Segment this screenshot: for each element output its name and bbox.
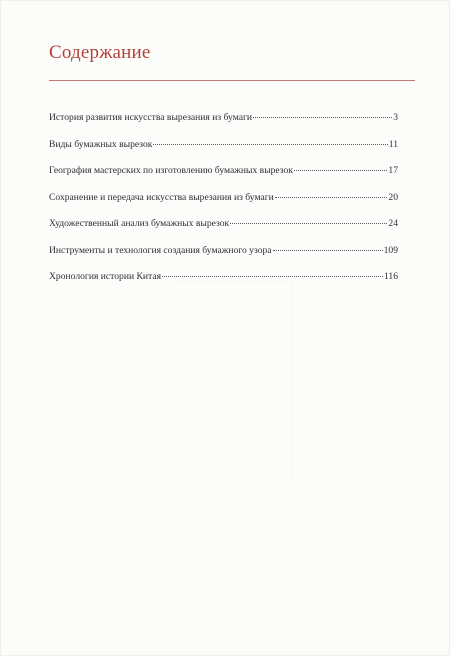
toc-entry[interactable]: [49, 112, 398, 139]
page-texture: [170, 280, 292, 482]
toc-entry-title: Сохранение и передача искусства вырезания из бумаги: [49, 191, 274, 203]
dot-leader: [153, 144, 387, 145]
toc-entry-title: Инструменты и технология создания бумажного узора: [49, 244, 272, 256]
toc-entry-page: 20: [388, 191, 398, 203]
toc-entry-page: 17: [388, 165, 398, 176]
toc-entry[interactable]: [49, 165, 398, 192]
toc-entry-page: 109: [383, 244, 398, 256]
toc-entry-page: 116: [383, 271, 398, 282]
toc-entry-title: Художественный анализ бумажных вырезок: [49, 218, 230, 229]
toc-entry-page: 24: [388, 218, 398, 229]
dot-leader: [162, 276, 383, 277]
dot-leader: [294, 170, 387, 171]
dot-leader: [275, 197, 388, 198]
toc-entry[interactable]: [49, 245, 398, 272]
dot-leader: [253, 117, 392, 118]
toc-entry[interactable]: [49, 139, 398, 166]
dot-leader: [273, 250, 383, 251]
toc-entry-page: 11: [388, 138, 398, 150]
toc-entry[interactable]: [49, 192, 398, 219]
toc-entry-title: Хронология истории Китая: [49, 271, 162, 282]
contents-heading: Содержание: [49, 42, 151, 63]
toc-entry[interactable]: [49, 271, 398, 298]
dot-leader: [230, 223, 387, 224]
toc-entry-title: География мастерских по изготовлению бумажных вырезок: [49, 165, 293, 176]
toc-entry-title: Виды бумажных вырезок: [49, 138, 153, 150]
toc-entry-page: 3: [393, 112, 398, 123]
heading-rule: [49, 80, 415, 81]
table-of-contents: [49, 112, 398, 298]
toc-entry-title: История развития искусства вырезания из бумаги: [49, 112, 253, 123]
toc-entry[interactable]: [49, 218, 398, 245]
